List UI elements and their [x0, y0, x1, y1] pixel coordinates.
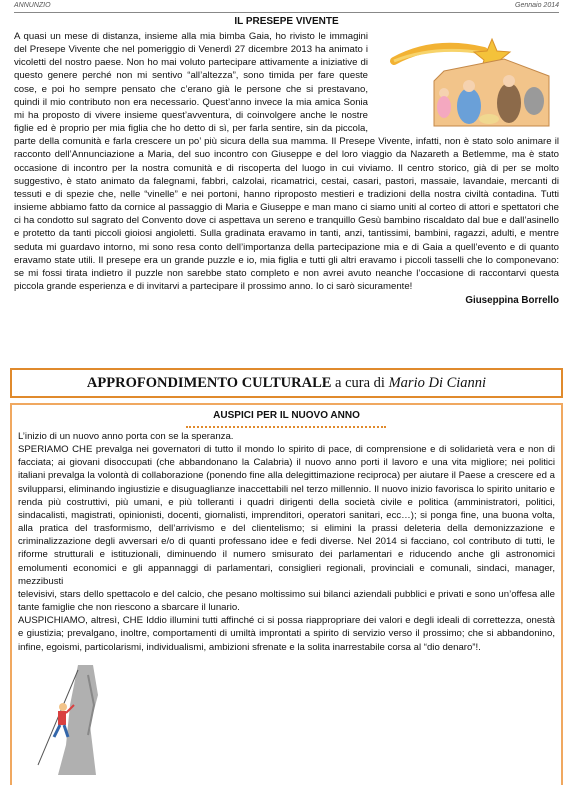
nativity-illustration	[374, 31, 559, 129]
article-author: Giuseppina Borrello	[465, 295, 559, 307]
article2-title: AUSPICI PER IL NUOVO ANNO	[213, 410, 360, 421]
article-body	[14, 30, 559, 293]
article2-intro: L’inizio di un nuovo anno porta con se la speranza.	[18, 431, 234, 442]
article2-paragraph: televisivi, stars dello spettacolo e del calcio, che pesano moltissimo sui bilanci aziendali pubblici e privati e sono un’offesa alle tante famiglie che non riescono a sbarcare il lunario.	[18, 588, 555, 614]
article-title: IL PRESEPE VIVENTE	[234, 16, 339, 27]
article-auspici	[18, 430, 555, 654]
climber-illustration	[18, 665, 118, 775]
banner-connector: a cura di	[331, 375, 389, 391]
banner-author: Mario Di Cianni	[388, 375, 487, 391]
header-date: Gennaio 2014	[515, 2, 559, 9]
section-banner	[10, 368, 563, 398]
banner-heading: APPROFONDIMENTO CULTURALE	[86, 375, 332, 391]
article2-paragraph: AUSPICHIAMO, altresì, CHE Iddio illumini tutti affinché ci si possa riappropriare dei valori e degli ideali di correttezza, onestà e giustizia; prevalgano, inoltre, comportamenti di umiltà improntati a spirito di servizio verso il prossimo; che si abbandonino, infine, egoismi, particolarismi, individualismi, ambizioni sfrenate e la solita inarrestabile corsa al “dio denaro”!.	[18, 615, 555, 653]
page-header	[14, 2, 559, 12]
header-left: ANNUNZIO	[14, 2, 51, 9]
article-presepe	[14, 16, 559, 306]
article2-paragraph: SPERIAMO CHE prevalga nei governatori di tutto il mondo lo spirito di pace, di comprensione e di solidarietà vera e non di facciata; ai giovani disoccupati (che abbandonano la Calabria) il nuovo anno porti il lavoro e una vita migliore; nei politici italiani prevalga la volontà di collaborazione (ponendo fine alla delegittimazione reciproca) per aiutare il Paese a crescere ed a svilupparsi, eliminando ingiustizie e disuguaglianze inaccettabili nel terzo millennio. Il nuovo inizio favorisca lo spirito unitario e renda più costruttivi, più umani, e più tolleranti i quadri dirigenti della società civile e politica (amministratori, politici, sindacalisti, magistrati, opinionisti, docenti, giornalisti, imprenditori, operatori sanitari, ecc…); si ponga fine, una buona volta, alla pratica del trasformismo, dell’arrivismo e del clientelismo; si elimini la prassi deleteria della demonizzazione e criminalizzazione degli avversari e/o di quanti professano idee e fedi diverse. Nel 2014 si facciano, col contributo di tutti, le riforme strutturali e istituzionali, diminuendo il numero smisurato dei parlamentari e riducendo anche gli astronomici emolumenti economici e gli appannaggi di parlamentari, consiglieri regionali, provinciali e comunali, sindaci, manager, mezzibusti	[18, 444, 555, 587]
article-paragraph: A quasi un mese di distanza, insieme alla mia bimba Gaia, ho rivisto le immagini del Presepe Vivente che nel pomeriggio di Venerdì 27 dicembre 2013 ha animato i vicoletti del nostro paese. Non ho mai voluto partecipare attivamente a iniziative di questo genere perché non mi sentivo “all’altezza”, sono timida per fare queste cose, e poi ho sempre pensato che c’erano già le persone che si prestavano, quindi il mio contributo non era necessario. Quest’anno invece la mia amica Sonia mi ha proposto di vivere insieme quest’avventura, di coinvolgere anche le nostre figlie ed è proprio per mia figlia che ho detto di sì, per farla sentire, sin da piccola, parte della comunità e farla crescere un po’ più sicura della sua mamma. Il Presepe Vivente, infatti, non è stato solo animare il racconto dell’Annunciazione a Maria, del suo incontro con Giuseppe e del loro viaggio da Nazareth a Betlemme, ma è stato occasione di incontro per la nostra comunità e di riscoperta del luogo in cui viviamo. Il centro storico, già di per se molto suggestivo, è stato animato da falegnami, fabbri, calzolai, ricamatrici, cestai, casari, pastori, massaie, lavandaie, mercanti di tessuti e di spezie che, nelle “vinelle” e nei portoni, hanno riproposto mestieri e tradizioni della nostra civiltà contadina. Tutti insieme abbiamo fatto da cornice al passaggio di Maria e Giuseppe e man mano ci siamo uniti al corteo di attori e spettatori che ci ha condotto sul sagrato del Convento dove ci aspettava un sereno e tranquillo Gesù bambino riscaldato dal bue e dall’asinello e protetto da tanti piccoli gioiosi angioletti. Sulla gradinata eravamo in tanti, anzi, tantissimi, bambini, ragazzi, adulti, e mentre seduta mi guardavo intorno, mi sono resa conto dell’importanza della partecipazione mia e di Gaia a quell’evento e di quanto eravamo state utili. Il presepe era un grande puzzle e io, mia figlia e tutti gli altri eravamo i piccoli tasselli che lo componevano: se mi fossi tirata indietro il puzzle non sarebbe stato completo e non avrei avuto neanche l’occasione di raccontarvi questa piccola grande esperienza e di invitarvi a partecipare il prossimo anno. Io ci sarò sicuramente!	[14, 31, 559, 292]
header-divider	[14, 12, 559, 13]
title-underline	[186, 426, 386, 428]
